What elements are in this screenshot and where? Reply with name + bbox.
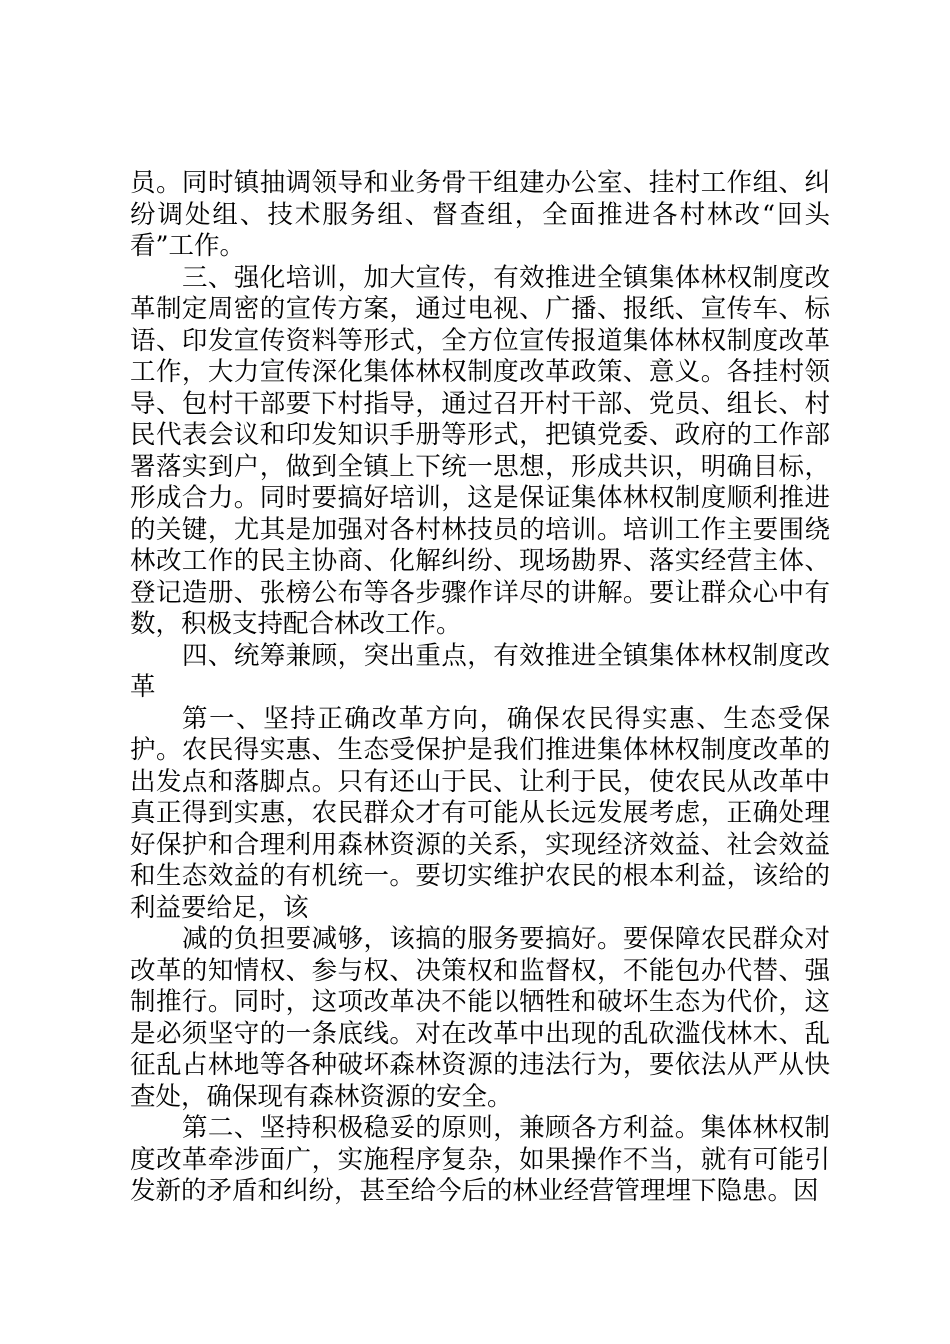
paragraph-point-one-continued: 减的负担要减够，该搞的服务要搞好。要保障农民群众对改革的知情权、参与权、决策权和监督权，不能包办代替、强制推行。同时，这项改革决不能以牺牲和破坏生态为代价，这是必须坚守的一条底线。对在改革中出现的乱砍滥伐林木、乱征乱占林地等各种破坏森林资源的违法行为，要依法从严从快查处，确保现有森林资源的安全。 xyxy=(130,924,830,1112)
paragraph-section-four-heading: 四、统筹兼顾，突出重点，有效推进全镇集体林权制度改革 xyxy=(130,640,830,702)
paragraph-section-three: 三、强化培训，加大宣传，有效推进全镇集体林权制度改革制定周密的宣传方案，通过电视、广播、报纸、宣传车、标语、印发宣传资料等形式，全方位宣传报道集体林权制度改革工作，大力宣传深化集体林权制度改革政策、意义。各挂村领导、包村干部要下村指导，通过召开村干部、党员、组长、村民代表会议和印发知识手册等形式，把镇党委、政府的工作部署落实到户，做到全镇上下统一思想，形成共识，明确目标，形成合力。同时要搞好培训，这是保证集体林权制度顺利推进的关键，尤其是加强对各村林技员的培训。培训工作主要围绕林改工作的民主协商、化解纠纷、现场勘界、落实经营主体、登记造册、张榜公布等各步骤作详尽的讲解。要让群众心中有数，积极支持配合林改工作。 xyxy=(130,262,830,639)
paragraph-continuation: 员。同时镇抽调领导和业务骨干组建办公室、挂村工作组、纠纷调处组、技术服务组、督查组，全面推进各村林改“回头看”工作。 xyxy=(130,168,830,261)
paragraph-point-one: 第一、坚持正确改革方向，确保农民得实惠、生态受保护。农民得实惠、生态受保护是我们推进集体林权制度改革的出发点和落脚点。只有还山于民、让利于民，使农民从改革中真正得到实惠，农民群众才有可能从长远发展考虑，正确处理好保护和合理利用森林资源的关系，实现经济效益、社会效益和生态效益的有机统一。要切实维护农民的根本利益，该给的利益要给足，该 xyxy=(130,703,830,923)
paragraph-point-two: 第二、坚持积极稳妥的原则，兼顾各方利益。集体林权制度改革牵涉面广，实施程序复杂，如果操作不当，就有可能引发新的矛盾和纠纷，甚至给今后的林业经营管理埋下隐患。因 xyxy=(130,1113,830,1206)
document-body xyxy=(130,168,830,1208)
